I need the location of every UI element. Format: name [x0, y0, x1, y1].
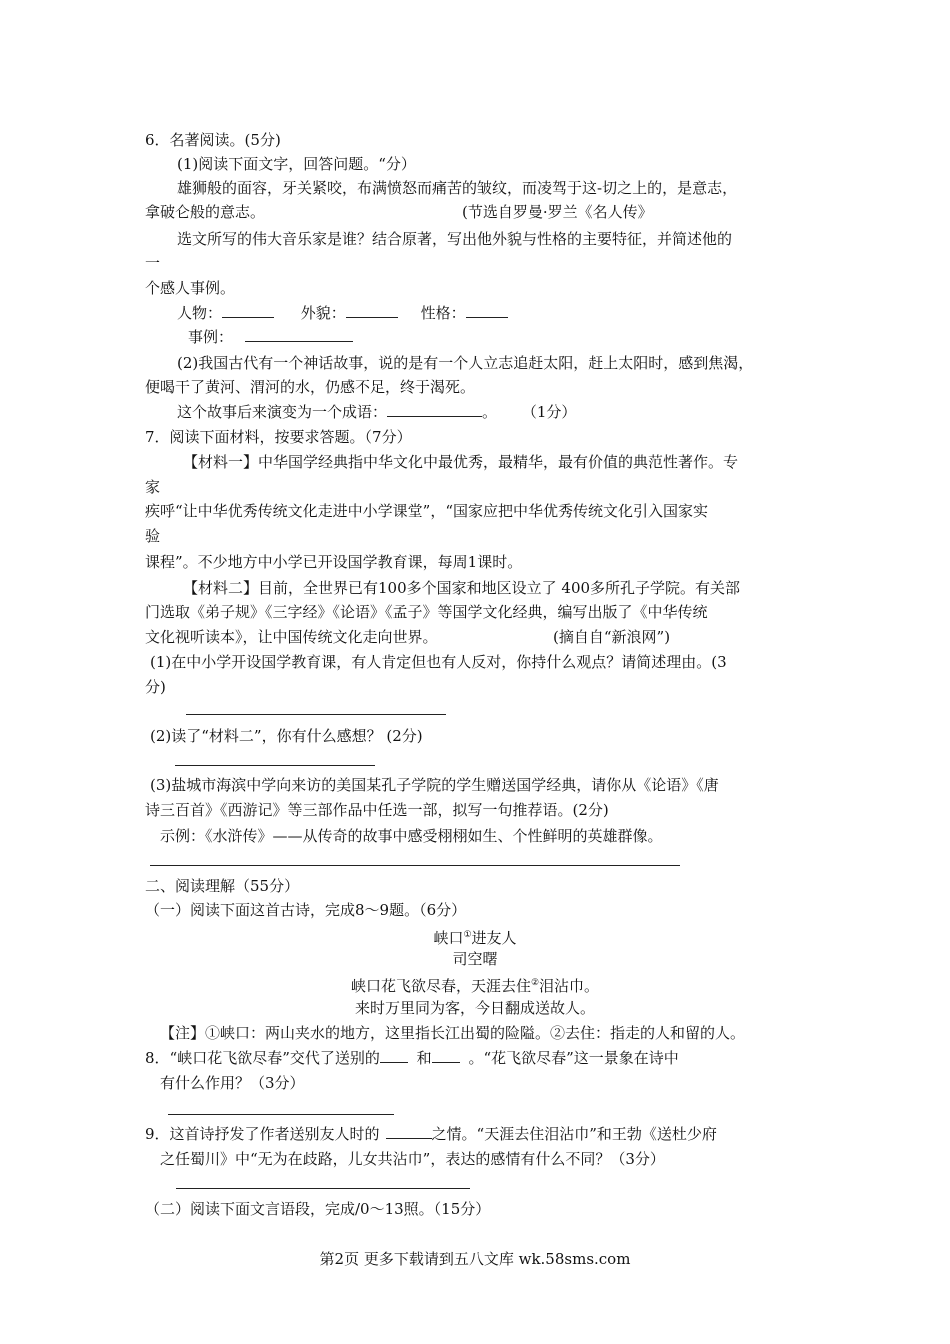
- q7-material2-source: (摘自自“新浪网”): [553, 628, 671, 646]
- idiom-score: （1分）: [521, 403, 577, 421]
- idiom-prompt: 这个故事后来演变为一个成语：: [177, 403, 388, 421]
- q7-material2-line3: 文化视听读本》，让中国传统文化走向世界。: [145, 628, 438, 646]
- q7-sub3-line2: 诗三百首》《西游记》等三部作品中任选一部，拟写一句推荐语。(2分): [145, 801, 609, 819]
- person-label: 人物：: [177, 304, 223, 322]
- q6-example-row: [188, 327, 353, 347]
- q6-part2-line2: 便喝干了黄河、渭河的水，仍感不足，终于渴死。: [145, 378, 476, 396]
- q7-sub3-line1: (3)盐城市海滨中学向来访的美国某孔子学院的学生赠送国学经典，请你从《论语》《唐: [150, 776, 719, 794]
- q9-line1: [145, 1124, 717, 1144]
- poem-line1-a: 峡口花飞欲尽春，天涯去住: [350, 977, 531, 995]
- q6-part2-line3: [177, 402, 576, 422]
- q7-material1-line1: 【材料一】中华国学经典指中华文化中最优秀，最精华，最有价值的典范性著作。专: [183, 453, 739, 471]
- q7-sub1-line2: 分): [145, 678, 166, 696]
- q6-answer-row: [177, 303, 508, 323]
- q8-blank-1[interactable]: [380, 1048, 408, 1063]
- q7-sub1-answer-line[interactable]: [186, 714, 446, 715]
- poem-title-text-a: 峡口: [433, 929, 464, 947]
- q9-blank[interactable]: [386, 1124, 432, 1139]
- example-label: 事例：: [188, 328, 234, 346]
- person-blank[interactable]: [222, 303, 274, 318]
- poem-title: [0, 925, 950, 948]
- q8-answer-line[interactable]: [168, 1114, 394, 1115]
- idiom-blank[interactable]: [387, 402, 482, 417]
- q8-text-c: 。“花飞欲尽春”这一景象在诗中: [468, 1049, 679, 1067]
- appearance-label: 外貌：: [300, 304, 346, 322]
- q8-line1: [145, 1048, 679, 1068]
- section2-part2-heading: （二）阅读下面文言语段，完成/0～13照。（15分）: [145, 1200, 491, 1218]
- q7-material2-line1: 【材料二】目前，全世界已有100多个国家和地区设立了 400多所孔子学院。有关部: [183, 579, 741, 597]
- q7-title: 7．阅读下面材料，按要求答题。（7分）: [145, 428, 412, 446]
- q6-part2-line1: (2)我国古代有一个神话故事，说的是有一个人立志追赶太阳，赶上太阳时，感到焦渴，: [177, 354, 754, 372]
- q7-sub2-answer-line[interactable]: [175, 765, 375, 766]
- q7-sub3-answer-line[interactable]: [150, 865, 680, 866]
- q6-question-line3: 个感人事例。: [145, 279, 236, 297]
- section2-part1-heading: （一）阅读下面这首古诗，完成8～9题。（6分）: [145, 901, 467, 919]
- appearance-blank[interactable]: [346, 303, 398, 318]
- q7-material1-line2: 家: [145, 478, 161, 496]
- q8-text-a: 8．“峡口花飞欲尽春”交代了送别的: [145, 1049, 380, 1067]
- q8-blank-2[interactable]: [432, 1048, 460, 1063]
- q7-material1-line5: 课程”。不少地方中小学已开设国学教育课，每周1课时。: [145, 553, 523, 571]
- poem-author: 司空曙: [452, 950, 498, 968]
- example-blank[interactable]: [245, 327, 353, 342]
- q6-passage-line1: 雄狮般的面容，牙关紧咬，布满愤怒而痛苦的皱纹，而凌驾于这-切之上的，是意志，: [177, 179, 738, 197]
- section2-title: 二、阅读理解（55分）: [145, 877, 300, 895]
- character-blank[interactable]: [466, 303, 508, 318]
- q6-part1-intro: (1)阅读下面文字，回答问题。“分）: [177, 155, 416, 173]
- q7-material2-line2: 门选取《弟子规》《三字经》《论语》《孟子》等国学文化经典，编写出版了《中华传统: [145, 603, 708, 621]
- poem-title-note-marker: ①: [463, 930, 472, 940]
- q6-passage-line2: 拿破仑般的意志。: [145, 203, 266, 221]
- poem-line1-note-marker: ②: [530, 978, 540, 988]
- poem-line1-b: 泪沾巾。: [539, 977, 600, 995]
- q6-title: 6．名著阅读。(5分): [145, 131, 281, 149]
- q8-text-b: 和: [416, 1049, 432, 1067]
- q6-passage-source: (节选自罗曼·罗兰《名人传》: [462, 203, 653, 221]
- q7-sub1-line1: (1)在中小学开设国学教育课，有人肯定但也有人反对，你持什么观点？请简述理由。(3: [150, 653, 727, 671]
- poem-note: 【注】①峡口：两山夹水的地方，这里指长江出蜀的险隘。②去住：指走的人和留的人。: [160, 1024, 746, 1042]
- q7-sub2: (2)读了“材料二”，你有什么感想？ (2分): [150, 727, 423, 745]
- idiom-period: 。: [482, 403, 498, 421]
- q9-line2: 之任蜀川》中“无为在歧路，儿女共沾巾”，表达的感情有什么不同？（3分）: [160, 1150, 665, 1168]
- q7-sub3-example: 示例：《水浒传》——从传奇的故事中感受栩栩如生、个性鲜明的英雄群像。: [160, 827, 663, 845]
- poem-line2: 来时万里同为客，今日翻成送故人。: [354, 999, 595, 1017]
- poem-line1: [0, 973, 950, 996]
- page-footer: 第2页 更多下载请到五八文库 wk.58sms.com: [319, 1250, 631, 1268]
- q6-question-line1: 选文所写的伟大音乐家是谁？结合原著，写出他外貌与性格的主要特征，并简述他的: [177, 230, 733, 248]
- q8-line2: 有什么作用？（3分）: [160, 1074, 305, 1092]
- character-label: 性格：: [420, 304, 466, 322]
- q7-material1-line4: 验: [145, 527, 161, 545]
- q9-text-b: 之情。“天涯去住泪沾巾”和王勃《送杜少府: [431, 1125, 717, 1143]
- q9-answer-line[interactable]: [176, 1188, 470, 1189]
- q9-text-a: 9．这首诗抒发了作者送别友人时的: [145, 1125, 380, 1143]
- q6-question-line2: 一: [145, 254, 161, 272]
- poem-title-text-b: 进友人: [471, 929, 517, 947]
- q7-material1-line3: 疾呼“让中华优秀传统文化走进中小学课堂”，“国家应把中华优秀传统文化引入国家实: [145, 502, 709, 520]
